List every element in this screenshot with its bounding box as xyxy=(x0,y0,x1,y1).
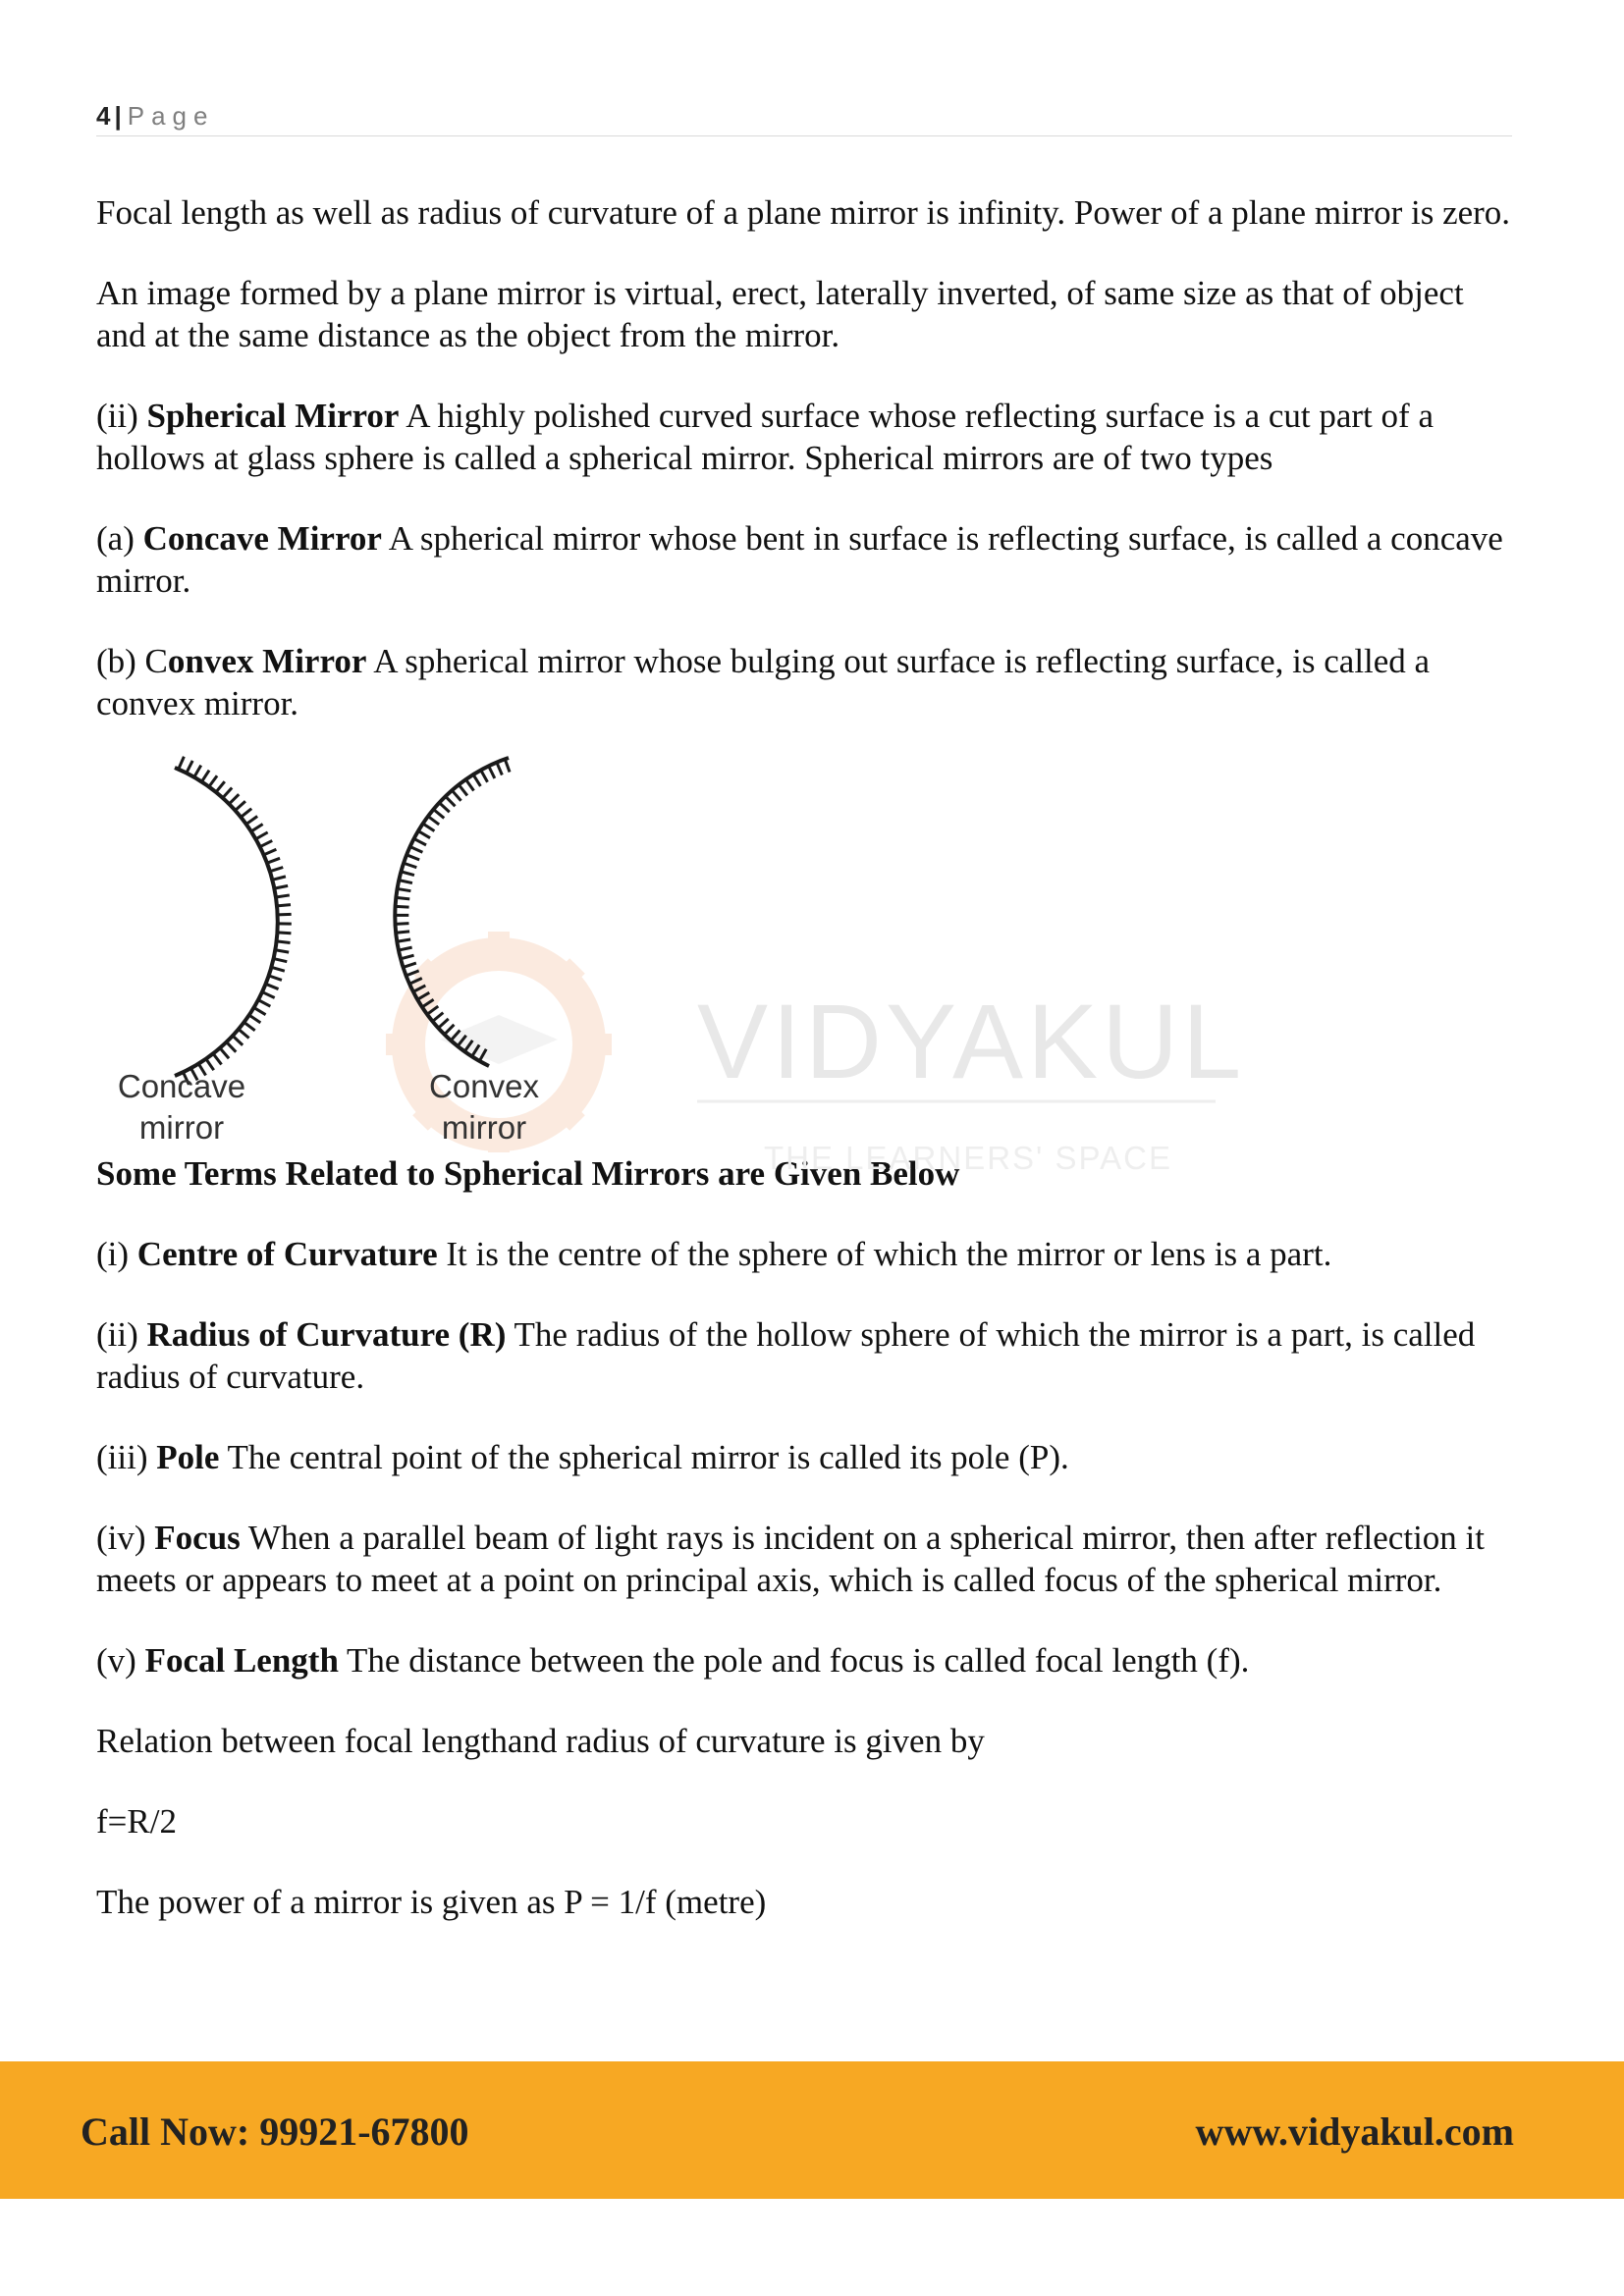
hatch-mark xyxy=(404,963,416,967)
term-pole xyxy=(96,1436,1518,1478)
hatch-mark xyxy=(459,784,467,795)
term-label: Centre of Curvature xyxy=(136,1235,438,1273)
watermark-tagline: THE LEARNERS' SPACE xyxy=(764,1140,1172,1176)
hatch-mark xyxy=(399,881,412,883)
definition-text: The central point of the spherical mirror is called its pole (P). xyxy=(219,1438,1069,1476)
formula-text: f=R/2 xyxy=(96,1802,177,1841)
power-text: The power of a mirror is given as P = 1/f (metre) xyxy=(96,1883,767,1921)
hatch-mark xyxy=(473,774,480,786)
hatch-mark xyxy=(239,1029,249,1038)
hatch-mark xyxy=(505,759,510,772)
hatch-mark xyxy=(209,775,217,786)
definition-text: The radius of the hollow sphere of which the mirror is a part, is called radius of curvature. xyxy=(96,1315,1476,1396)
hatch-mark xyxy=(223,788,232,798)
item-prefix: (iii) xyxy=(96,1438,157,1476)
hatch-mark xyxy=(438,1019,448,1028)
hatch-mark xyxy=(439,803,449,812)
concave-mirror-label: Concave mirror xyxy=(117,1068,246,1146)
hatch-mark xyxy=(270,867,283,871)
hatch-mark xyxy=(398,888,411,890)
hatch-mark xyxy=(220,1048,229,1059)
hatch-mark xyxy=(497,763,503,775)
hatch-mark xyxy=(414,838,426,844)
hatch-mark xyxy=(395,924,408,925)
paragraph-spherical-mirror xyxy=(96,395,1518,479)
hatch-mark xyxy=(465,779,473,790)
hatch-mark xyxy=(258,1000,270,1007)
hatch-mark xyxy=(489,766,495,778)
hatch-mark xyxy=(396,906,409,907)
paragraph-plane-mirror-focal: Focal length as well as radius of curvature of a plane mirror is infinity. Power of a plane mirror is zero. xyxy=(96,193,1511,232)
convex-mirror-label: Convex mirror xyxy=(429,1068,539,1146)
item-prefix: (ii) xyxy=(96,397,147,435)
page-number: 4 xyxy=(96,101,111,131)
hatch-mark xyxy=(404,863,416,867)
concave-mirror-arc xyxy=(175,768,278,1076)
hatch-mark xyxy=(406,855,419,860)
hatch-mark xyxy=(397,939,410,941)
paragraph-convex-mirror xyxy=(96,640,1518,724)
hatch-mark xyxy=(251,825,263,832)
hatch-mark xyxy=(235,801,244,810)
definition-text: It is the centre of the sphere of which the mirror or lens is a part. xyxy=(437,1235,1332,1273)
term-centre-of-curvature xyxy=(96,1233,1518,1275)
hatch-mark xyxy=(274,959,288,962)
hatch-mark xyxy=(423,824,435,831)
hatch-mark xyxy=(213,1053,222,1064)
hatch-mark xyxy=(271,967,284,971)
hatch-mark xyxy=(246,816,257,824)
hatch-mark xyxy=(481,771,488,782)
hatch-mark xyxy=(446,796,456,806)
hatch-mark xyxy=(401,872,414,876)
hatch-mark xyxy=(277,905,291,906)
hatch-mark xyxy=(264,849,277,855)
definition-text: A highly polished curved surface whose reflecting surface is a cut part of a hollows at glass sphere is called a spherical mirror. Spherical mirrors are of two types xyxy=(96,397,1434,477)
hatch-mark xyxy=(267,858,280,863)
hatch-mark xyxy=(262,992,275,998)
term-label: Focal Length xyxy=(144,1641,339,1680)
definition-text: When a parallel beam of light rays is incident on a spherical mirror, then after reflection it meets or appears to meet at a point on principal axis, which is called focus of the spherical mirror. xyxy=(96,1519,1485,1599)
hatch-mark xyxy=(194,766,201,777)
item-prefix: (i) xyxy=(96,1235,137,1273)
hatch-mark xyxy=(275,950,289,952)
hatch-mark xyxy=(254,1007,266,1014)
hatch-mark xyxy=(445,1025,455,1035)
hatch-mark xyxy=(452,790,460,801)
hatch-mark xyxy=(201,771,209,782)
term-label: Focus xyxy=(154,1519,241,1557)
hatch-mark xyxy=(244,1022,255,1030)
hatch-mark xyxy=(272,877,286,880)
definition-text: The distance between the pole and focus is called focal length (f). xyxy=(338,1641,1250,1680)
hatch-mark xyxy=(233,1036,243,1045)
hatch-mark xyxy=(266,984,279,988)
item-prefix: (a) xyxy=(96,519,143,558)
call-now-text: Call Now: 99921-67800 xyxy=(81,2109,469,2154)
footer-banner xyxy=(0,2061,1624,2199)
hatch-mark xyxy=(255,832,267,839)
website-link[interactable]: www.vidyakul.com xyxy=(1195,2109,1514,2154)
definition-text: A spherical mirror whose bulging out surface is reflecting surface, is called a convex mirror. xyxy=(96,642,1431,722)
hatch-mark xyxy=(269,976,282,981)
term-concave-mirror: Concave Mirror xyxy=(142,519,382,558)
term-label: Pole xyxy=(156,1438,220,1476)
hatch-mark xyxy=(179,757,185,770)
hatch-mark xyxy=(229,794,239,804)
hatch-mark xyxy=(227,1042,237,1052)
item-prefix: (iv) xyxy=(96,1519,155,1557)
hatch-mark xyxy=(410,847,423,853)
term-convex-mirror: onvex Mirror xyxy=(167,642,367,680)
hatch-mark xyxy=(433,1013,444,1022)
hatch-mark xyxy=(396,897,409,898)
definition-text: A spherical mirror whose bent in surface is reflecting surface, is called a concave mirror. xyxy=(96,519,1503,600)
item-prefix: (b) C xyxy=(96,642,168,680)
term-radius-of-curvature xyxy=(96,1313,1518,1398)
relation-text: Relation between focal lengthand radius of curvature is given by xyxy=(96,1722,985,1760)
page-label: Page xyxy=(127,101,215,131)
hatch-mark xyxy=(216,781,225,792)
term-focal-length xyxy=(96,1639,1518,1682)
term-label: Radius of Curvature (R) xyxy=(146,1315,507,1354)
term-focus xyxy=(96,1517,1518,1601)
item-prefix: (v) xyxy=(96,1641,145,1680)
hatch-mark xyxy=(396,932,409,933)
hatch-mark xyxy=(278,914,292,915)
hatch-mark xyxy=(187,761,192,773)
hatch-mark xyxy=(276,895,290,897)
hatch-mark xyxy=(260,840,273,846)
paragraph-concave-mirror xyxy=(96,517,1518,602)
hatch-mark xyxy=(277,933,291,934)
item-prefix: (ii) xyxy=(96,1315,147,1354)
hatch-mark xyxy=(433,810,444,819)
hatch-mark xyxy=(401,955,414,959)
hatch-mark xyxy=(399,947,412,950)
paragraph-plane-mirror-image: An image formed by a plane mirror is virtual, erect, laterally inverted, of same size as that of object and at the same distance as the object from the mirror. xyxy=(96,274,1464,354)
hatch-mark xyxy=(241,809,251,818)
hatch-mark xyxy=(418,831,430,838)
hatch-mark xyxy=(277,941,291,943)
watermark-name: VIDYAKUL xyxy=(697,982,1246,1100)
hatch-mark xyxy=(274,885,288,888)
terms-section-title: Some Terms Related to Spherical Mirrors are Given Below xyxy=(96,1154,960,1193)
page-header xyxy=(96,96,1512,136)
term-spherical-mirror: Spherical Mirror xyxy=(146,397,400,435)
document-body xyxy=(96,191,1518,1961)
hatch-mark xyxy=(249,1015,261,1023)
header-separator: | xyxy=(114,101,122,131)
hatch-mark xyxy=(428,817,439,825)
